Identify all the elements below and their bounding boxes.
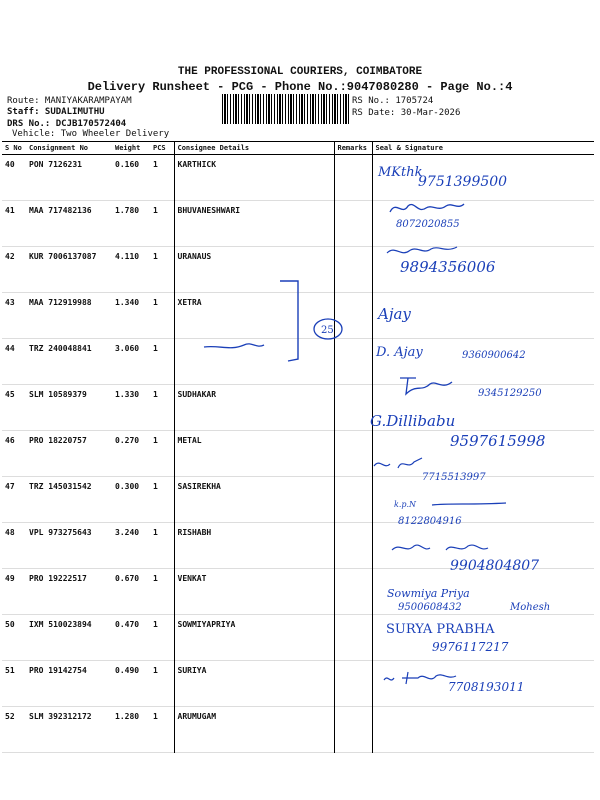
row-weight: 0.670 (115, 574, 140, 583)
vehicle-label: Vehicle: Two Wheeler Delivery (12, 129, 170, 139)
phone-row-40: 9751399500 (418, 174, 508, 190)
row-sno: 45 (5, 390, 15, 399)
row-consignment: SLM 10589379 (29, 390, 87, 399)
col-consignment: Consignment No (26, 142, 112, 155)
row-remarks (334, 201, 372, 247)
row-remarks (334, 431, 372, 477)
row-consignee: BHUVANESHWARI (174, 201, 334, 247)
phone-row-51: 9976117217 (432, 640, 509, 654)
signature-row-44: Ajay (378, 305, 411, 323)
row-pcs: 1 (153, 528, 158, 537)
row-remarks (334, 385, 372, 431)
signature-row-51: SURYA PRABHA (386, 622, 495, 637)
table-row (2, 569, 594, 615)
runsheet-subtitle: Delivery Runsheet - PCG - Phone No.:9047080280 - Page No.:4 (87, 80, 513, 94)
row-remarks (334, 477, 372, 523)
row-remarks (334, 569, 372, 615)
row-consignee: SOWMIYAPRIYA (174, 615, 334, 661)
row-seal (372, 707, 594, 753)
phone-row-50: 9500608432 (398, 602, 462, 613)
col-seal: Seal & Signature (372, 142, 594, 155)
col-pcs: PCS (150, 142, 174, 155)
row-consignee: URANAUS (174, 247, 334, 293)
row-weight: 1.280 (115, 712, 140, 721)
row-weight: 3.240 (115, 528, 140, 537)
phone-row-46: 9597615998 (450, 432, 546, 450)
row-consignment: MAA 712919988 (29, 298, 92, 307)
signature-scribble-47 (372, 456, 432, 472)
row-sno: 52 (5, 712, 15, 721)
phone-row-41: 8072020855 (396, 219, 460, 230)
row-weight: 1.330 (115, 390, 140, 399)
col-consignee: Consignee Details (174, 142, 334, 155)
row-remarks (334, 615, 372, 661)
row-sno: 43 (5, 298, 15, 307)
row-pcs: 1 (153, 712, 158, 721)
row-weight: 3.060 (115, 344, 140, 353)
row-consignment: PON 7126231 (29, 160, 82, 169)
row-weight: 0.470 (115, 620, 140, 629)
row-remarks (334, 155, 372, 201)
row-sno: 41 (5, 206, 15, 215)
table-row (2, 201, 594, 247)
row-pcs: 1 (153, 160, 158, 169)
signature-row-48: k.p.N (394, 500, 417, 509)
row-consignee: SASIREKHA (174, 477, 334, 523)
rs-date: RS Date: 30-Mar-2026 (352, 108, 461, 118)
phone-row-52: 7708193011 (448, 680, 525, 694)
row-pcs: 1 (153, 344, 158, 353)
row-sno: 42 (5, 252, 15, 261)
signature-scribble-45b (396, 374, 456, 396)
signature-row-40: MKthk (378, 165, 423, 180)
signature-row-50: Sowmiya Priya (387, 587, 470, 600)
row-consignee: VENKAT (174, 569, 334, 615)
row-remarks (334, 661, 372, 707)
row-pcs: 1 (153, 620, 158, 629)
barcode (222, 94, 350, 124)
row-pcs: 1 (153, 574, 158, 583)
row-pcs: 1 (153, 666, 158, 675)
row-sno: 44 (5, 344, 15, 353)
row-weight: 0.160 (115, 160, 140, 169)
row-weight: 0.270 (115, 436, 140, 445)
row-sno: 47 (5, 482, 15, 491)
row-weight: 1.340 (115, 298, 140, 307)
row-weight: 4.110 (115, 252, 140, 261)
row-weight: 1.780 (115, 206, 140, 215)
row-consignment: PRO 19222517 (29, 574, 87, 583)
row-weight: 0.300 (115, 482, 140, 491)
row-consignment: MAA 717482136 (29, 206, 92, 215)
row-consignee: SURIYA (174, 661, 334, 707)
row-consignee: ARUMUGAM (174, 707, 334, 753)
phone-row-42: 9894356006 (400, 258, 496, 276)
row-consignment: KUR 7006137087 (29, 252, 97, 261)
col-remarks: Remarks (334, 142, 372, 155)
row-pcs: 1 (153, 206, 158, 215)
row-consignment: IXM 510023894 (29, 620, 92, 629)
row-consignment: SLM 392312172 (29, 712, 92, 721)
signature-row-45: D. Ajay (376, 345, 423, 360)
row-weight: 0.490 (115, 666, 140, 675)
row-sno: 49 (5, 574, 15, 583)
signature-line-48 (430, 497, 510, 511)
row-sno: 50 (5, 620, 15, 629)
row-pcs: 1 (153, 252, 158, 261)
row-sno: 51 (5, 666, 15, 675)
row-consignment: PRO 18220757 (29, 436, 87, 445)
row-pcs: 1 (153, 482, 158, 491)
row-sno: 46 (5, 436, 15, 445)
phone-row-48: 8122804916 (398, 516, 462, 527)
phone-row-45b: 9345129250 (478, 388, 542, 399)
handwritten-bracket-mark (200, 275, 360, 375)
row-sno: 40 (5, 160, 15, 169)
svg-text:25: 25 (321, 325, 334, 336)
row-consignee: SUDHAKAR (174, 385, 334, 431)
phone-row-49: 9904804807 (450, 558, 540, 574)
row-consignee: KARTHICK (174, 155, 334, 201)
signature-scribble-49 (390, 540, 540, 556)
row-consignee: METAL (174, 431, 334, 477)
row-pcs: 1 (153, 298, 158, 307)
signature-scribble-42 (385, 243, 465, 259)
phone-row-45: 9360900642 (462, 350, 526, 361)
row-consignee: XETRA (174, 293, 334, 339)
row-pcs: 1 (153, 390, 158, 399)
table-row (2, 707, 594, 753)
row-remarks (334, 523, 372, 569)
row-consignment: VPL 973275643 (29, 528, 92, 537)
row-consignee: RISHABH (174, 523, 334, 569)
staff-label: Staff: SUDALIMUTHU (7, 107, 105, 117)
row-remarks (334, 707, 372, 753)
route-label: Route: MANIYAKARAMPAYAM (7, 96, 132, 106)
rs-number: RS No.: 1705724 (352, 96, 434, 106)
signature-extra-50: Mohesh (510, 602, 551, 613)
col-sno: S No (2, 142, 26, 155)
signature-row-46: G.Dillibabu (370, 412, 456, 430)
drs-label: DRS No.: DCJB170572404 (7, 119, 127, 129)
col-weight: Weight (112, 142, 150, 155)
row-consignment: PRO 19142754 (29, 666, 87, 675)
table-header (2, 142, 594, 155)
company-title: THE PROFESSIONAL COURIERS, COIMBATORE (177, 66, 423, 78)
row-consignment: TRZ 145031542 (29, 482, 92, 491)
row-sno: 48 (5, 528, 15, 537)
phone-row-47: 7715513997 (422, 472, 486, 483)
row-pcs: 1 (153, 436, 158, 445)
row-consignment: TRZ 240048841 (29, 344, 92, 353)
signature-scribble-41 (388, 198, 468, 218)
